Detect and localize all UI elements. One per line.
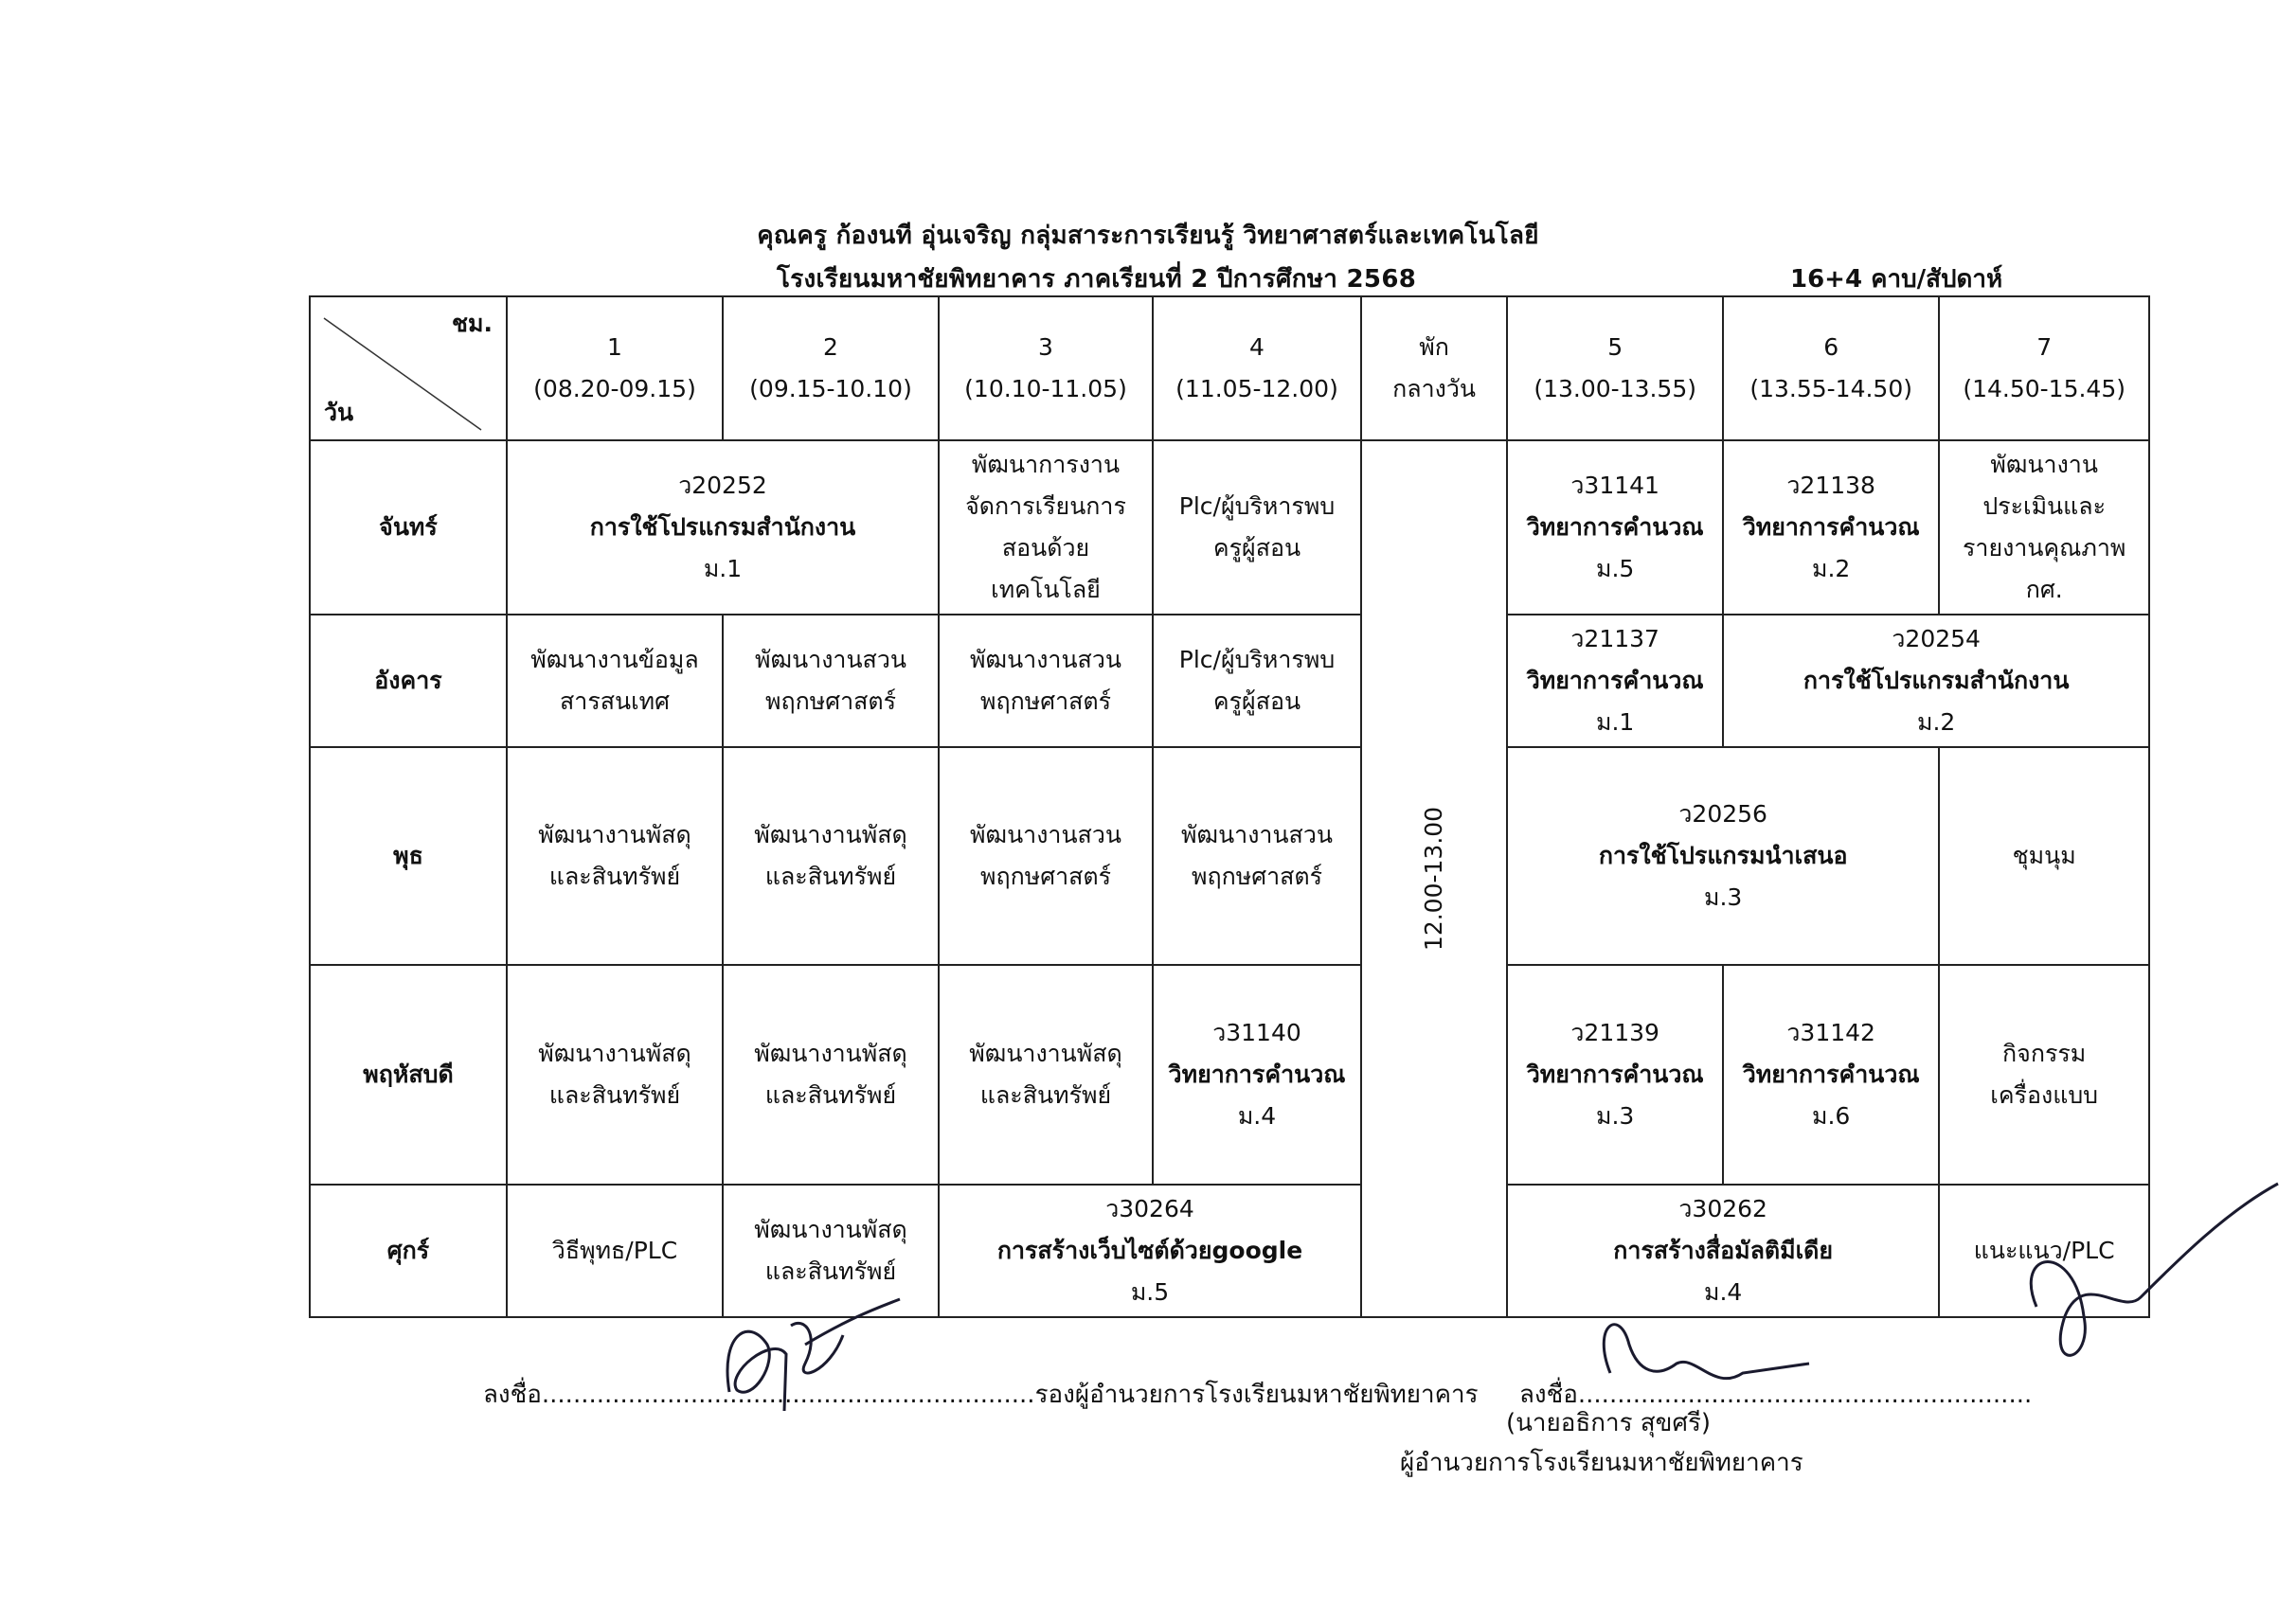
course-code: ว21138 [1786, 472, 1875, 499]
duty-line: พัฒนางานพัสดุ [538, 1040, 691, 1067]
class-cell [1507, 615, 1723, 747]
timetable [309, 295, 2150, 1318]
duty-cell [1153, 747, 1361, 965]
course-level: ม.5 [1596, 555, 1635, 582]
duty-cell [1939, 440, 2149, 615]
period-time: (13.00-13.55) [1534, 375, 1696, 402]
course-title: วิทยาการคำนวณ [1526, 667, 1704, 694]
period-time: (14.50-15.45) [1963, 375, 2126, 402]
duty-line: พัฒนางานสวน [970, 646, 1121, 673]
course-title: การสร้างสื่อมัลติมีเดีย [1613, 1237, 1834, 1264]
corner-day-label: วัน [324, 399, 354, 426]
row-friday [310, 1185, 2149, 1317]
duty-line: จัดการเรียนการ [965, 492, 1126, 520]
duty-line: และสินทรัพย์ [764, 863, 897, 890]
period-time: (09.15-10.10) [749, 375, 912, 402]
duty-line: พฤกษศาสตร์ [1191, 863, 1323, 890]
dotted-line: ............................................................... [541, 1381, 1035, 1409]
class-cell [1507, 965, 1723, 1185]
duty-cell [723, 747, 939, 965]
duty-line: พัฒนางานสวน [1181, 821, 1333, 848]
lunch-header-line1: พัก [1419, 333, 1449, 361]
header-teacher-line: คุณครู ก้องนที อุ่นเจริญ กลุ่มสาระการเรียนรู้ วิทยาศาสตร์และเทคโนโลยี [757, 222, 1539, 250]
activity-cell: ชุมนุม [1939, 747, 2149, 965]
duty-cell: วิธีพุทธ/PLC [507, 1185, 723, 1317]
duty-line: และสินทรัพย์ [548, 1081, 681, 1109]
course-code: ว20254 [1892, 625, 1981, 652]
course-level: ม.5 [1130, 1278, 1170, 1306]
left-signature-line [483, 1375, 1479, 1414]
period-header-5 [1507, 296, 1723, 440]
course-level: ม.2 [1917, 708, 1956, 736]
duty-cell [939, 965, 1153, 1185]
duty-line: พัฒนางานพัสดุ [754, 1216, 907, 1243]
lunch-header-line2: กลางวัน [1392, 375, 1476, 402]
duty-line: พัฒนางาน [1990, 451, 2098, 478]
duty-line: Plc/ผู้บริหารพบ [1178, 492, 1336, 520]
course-code: ว31142 [1786, 1019, 1875, 1046]
duty-line: พัฒนางานพัสดุ [538, 821, 691, 848]
period-number: 7 [2036, 333, 2053, 361]
dotted-line: .......................................................... [1577, 1381, 2033, 1409]
period-header-2 [723, 296, 939, 440]
course-code: ว31140 [1212, 1019, 1301, 1046]
duty-line: และสินทรัพย์ [548, 863, 681, 890]
period-number: 5 [1607, 333, 1623, 361]
duty-line: พัฒนางานพัสดุ [754, 821, 907, 848]
class-cell [1723, 965, 1939, 1185]
duty-cell [723, 965, 939, 1185]
course-code: ว31141 [1570, 472, 1659, 499]
duty-line: พัฒนางานพัสดุ [754, 1040, 907, 1067]
course-title: วิทยาการคำนวณ [1742, 513, 1920, 541]
course-title: วิทยาการคำนวณ [1526, 1061, 1704, 1088]
course-title: การสร้างเว็บไซต์ด้วยgoogle [996, 1237, 1303, 1264]
duty-line: เทคโนโลยี [991, 576, 1101, 603]
class-cell [507, 440, 939, 615]
lunch-header [1361, 296, 1507, 440]
day-label: พฤหัสบดี [310, 965, 507, 1185]
duty-line: พัฒนางานข้อมูล [530, 646, 699, 673]
course-code: ว20252 [678, 472, 767, 499]
period-header-4 [1153, 296, 1361, 440]
duty-line: พัฒนาการงาน [971, 451, 1121, 478]
course-level: ม.3 [1704, 883, 1743, 911]
row-wednesday [310, 747, 2149, 965]
duty-line: สารสนเทศ [560, 687, 670, 715]
duty-line: สอนด้วย [1001, 534, 1090, 562]
activity-cell [1939, 965, 2149, 1185]
signature-image [663, 1278, 909, 1420]
duty-line: พัฒนางานสวน [755, 646, 906, 673]
course-level: ม.3 [1596, 1102, 1635, 1130]
duty-line: พัฒนางานสวน [970, 821, 1121, 848]
duty-cell [507, 965, 723, 1185]
class-cell [1723, 615, 2149, 747]
periods-per-week: 16+4 คาบ/สัปดาห์ [1790, 265, 2003, 294]
course-level: ม.4 [1704, 1278, 1743, 1306]
course-title: การใช้โปรแกรมสำนักงาน [1803, 667, 2070, 694]
duty-cell [1153, 615, 1361, 747]
course-code: ว30262 [1678, 1195, 1767, 1222]
course-level: ม.1 [703, 555, 743, 582]
class-cell [1507, 747, 1939, 965]
course-level: ม.1 [1596, 708, 1635, 736]
period-time: (10.10-11.05) [964, 375, 1127, 402]
course-title: วิทยาการคำนวณ [1526, 513, 1704, 541]
period-number: 3 [1038, 333, 1053, 361]
left-sign-role: รองผู้อำนวยการโรงเรียนมหาชัยพิทยาคาร [1034, 1381, 1479, 1409]
duty-cell [507, 615, 723, 747]
course-level: ม.6 [1812, 1102, 1851, 1130]
corner-hour-label: ชม. [452, 310, 493, 337]
course-title: การใช้โปรแกรมนำเสนอ [1598, 842, 1848, 869]
duty-cell [1153, 440, 1361, 615]
duty-line: ประเมินและ [1982, 492, 2107, 520]
period-time: (08.20-09.15) [533, 375, 696, 402]
duty-cell [939, 440, 1153, 615]
duty-line: พฤกษศาสตร์ [979, 687, 1112, 715]
class-cell [939, 1185, 1361, 1317]
left-sign-label: ลงชื่อ [483, 1381, 542, 1409]
course-title: วิทยาการคำนวณ [1168, 1061, 1346, 1088]
course-code: ว30264 [1105, 1195, 1194, 1222]
duty-cell [939, 747, 1153, 965]
period-time: (13.55-14.50) [1749, 375, 1912, 402]
period-header-6 [1723, 296, 1939, 440]
duty-cell [507, 747, 723, 965]
duty-line: ครูผู้สอน [1212, 687, 1301, 715]
signature-image [1572, 1288, 1819, 1411]
corner-cell [310, 296, 507, 440]
duty-line: พัฒนางานพัสดุ [969, 1040, 1122, 1067]
period-number: 6 [1823, 333, 1839, 361]
duty-cell [723, 615, 939, 747]
duty-line: เครื่องแบบ [1990, 1081, 2099, 1109]
period-header-1 [507, 296, 723, 440]
duty-line: รายงานคุณภาพ [1962, 534, 2126, 562]
duty-line: และสินทรัพย์ [764, 1257, 897, 1285]
course-level: ม.4 [1237, 1102, 1277, 1130]
header-row [310, 296, 2149, 440]
day-label: จันทร์ [310, 440, 507, 615]
director-name: (นายอธิการ สุขศรี) [1506, 1409, 1712, 1437]
lunch-time: 12.00-13.00 [1420, 806, 1448, 952]
duty-line: กิจกรรม [2002, 1040, 2087, 1067]
row-tuesday [310, 615, 2149, 747]
period-number: 1 [607, 333, 622, 361]
period-header-7 [1939, 296, 2149, 440]
duty-line: กศ. [2025, 576, 2063, 603]
day-label: อังคาร [310, 615, 507, 747]
row-monday [310, 440, 2149, 615]
day-label: ศุกร์ [310, 1185, 507, 1317]
course-title: การใช้โปรแกรมสำนักงาน [589, 513, 856, 541]
duty-line: ครูผู้สอน [1212, 534, 1301, 562]
director-position: ผู้อำนวยการโรงเรียนมหาชัยพิทยาคาร [1400, 1449, 1803, 1477]
row-thursday [310, 965, 2149, 1185]
duty-line: พฤกษศาสตร์ [979, 863, 1112, 890]
course-code: ว21139 [1570, 1019, 1659, 1046]
course-title: วิทยาการคำนวณ [1742, 1061, 1920, 1088]
course-code: ว20256 [1678, 800, 1767, 828]
duty-line: พฤกษศาสตร์ [764, 687, 897, 715]
course-level: ม.2 [1812, 555, 1851, 582]
period-header-3 [939, 296, 1153, 440]
duty-cell: แนะแนว/PLC [1939, 1185, 2149, 1317]
duty-line: และสินทรัพย์ [979, 1081, 1112, 1109]
class-cell [1507, 440, 1723, 615]
course-code: ว21137 [1570, 625, 1659, 652]
period-time: (11.05-12.00) [1175, 375, 1338, 402]
period-number: 4 [1249, 333, 1265, 361]
class-cell [1723, 440, 1939, 615]
header-school-line: โรงเรียนมหาชัยพิทยาคาร ภาคเรียนที่ 2 ปีการศึกษา 2568 [777, 265, 1417, 294]
class-cell [1153, 965, 1361, 1185]
duty-line: และสินทรัพย์ [764, 1081, 897, 1109]
day-label: พุธ [310, 747, 507, 965]
lunch-cell [1361, 440, 1507, 1317]
signature-image [2008, 1174, 2283, 1382]
right-sign-label: ลงชื่อ [1519, 1381, 1578, 1409]
duty-line: Plc/ผู้บริหารพบ [1178, 646, 1336, 673]
period-number: 2 [823, 333, 838, 361]
duty-cell [939, 615, 1153, 747]
